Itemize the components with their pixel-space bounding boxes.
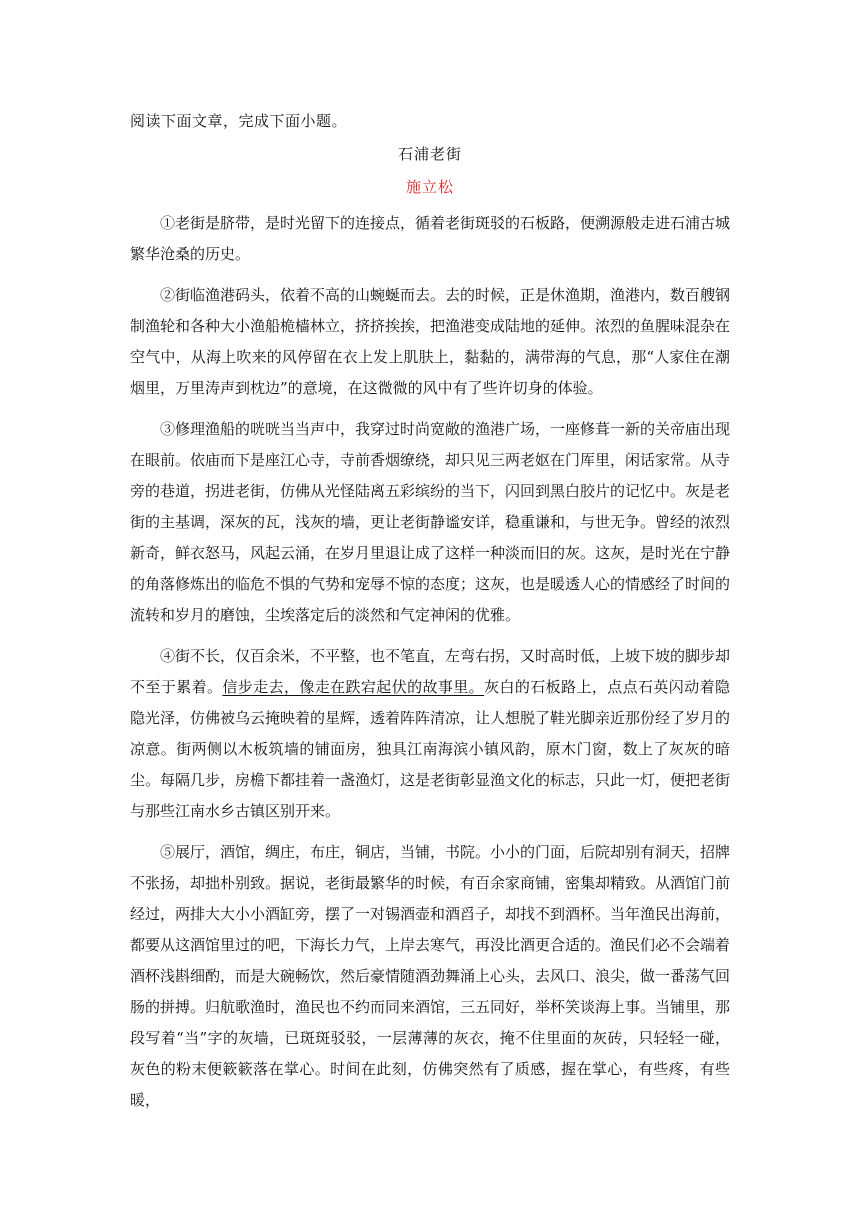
- paragraph-1: ①老街是脐带，是时光留下的连接点，循着老街斑驳的石板路，便溯源般走进石浦古城繁华沧桑的历史。: [130, 214, 731, 263]
- article-author: 施立松: [405, 178, 454, 196]
- paragraph-5: ⑤展厅，酒馆，绸庄，布庄，铜店，当铺，书院。小小的门面，后院却别有洞天，招牌不张扬，却拙朴别致。据说，老街最繁华的时候，有百余家商铺，密集却精致。从酒馆门前经过，两排大大小小酒缸旁，摆了一对锡酒壶和酒舀子，却找不到酒杯。当年渔民出海前，都要从这酒馆里过的吧，下海长力气，上岸去寒气，再没比酒更合适的。渔民们必不会端着酒杯浅斟细酌，而是大碗畅饮，然后豪情随酒劲舞涌上心头，去风口、浪尖，做一番荡气回肠的拼搏。归航歌渔时，渔民也不约而同来酒馆，三五同好，举杯笑谈海上事。当铺里，那段写着“当”字的灰墙，已斑斑驳驳，一层薄薄的灰衣，掩不住里面的灰砖，只轻轻一碰，灰色的粉末便簌簌落在掌心。时间在此刻，仿佛突然有了质感，握在掌心，有些疼，有些暖，: [130, 843, 731, 1109]
- paragraph-4: [130, 641, 730, 827]
- article-title: 石浦老街: [397, 145, 462, 163]
- paragraph-3: ③修理渔船的咣咣当当声中，我穿过时尚宽敞的渔港广场，一座修葺一新的关帝庙出现在眼前。依庙而下是座江心寺，寺前香烟缭绕，却只见三两老妪在门厍里，闲话家常。从寺旁的巷道，拐进老街，仿佛从光怪陆离五彩缤纷的当下，闪回到黑白胶片的记忆中。灰是老街的主基调，深灰的瓦，浅灰的墙，更让老街静谧安详，稳重谦和，与世无争。曾经的浓烈新奇，鲜衣怒马，风起云涌，在岁月里退让成了这样一种淡而旧的灰。这灰，是时光在宁静的角落修炼出的临危不惧的气势和宠辱不惊的态度；这灰，也是暖透人心的情感经了时间的流转和岁月的磨蚀，尘埃落定后的淡然和气定神闲的优雅。: [130, 420, 731, 624]
- paragraph-2: ②街临渔港码头，依着不高的山蜿蜒而去。去的时候，正是休渔期，渔港内，数百艘钢制渔轮和各种大小渔船桅樯林立，挤挤挨挨，把渔港变成陆地的延伸。浓烈的鱼腥味混杂在空气中，从海上吹来的风停留在衣上发上肌肤上，黏黏的，满带海的气息，那“人家住在潮烟里，万里涛声到枕边”的意境，在这微微的风中有了些许切身的体验。: [130, 286, 731, 397]
- underlined-sentence: 信步走去，像走在跌宕起伏的故事里。: [222, 678, 485, 696]
- article-body: [130, 208, 730, 1126]
- paragraph-4-after: 灰白的石板路上，点点石英闪动着隐隐光泽，仿佛被乌云掩映着的星辉，透着阵阵清凉，让人想脱了鞋光脚亲近那份经了岁月的凉意。街两侧以木板筑墙的铺面房，独具江南海滨小镇风韵，原木门窗，数上了灰灰的暗尘。每隔几步，房檐下都挂着一盏渔灯，这是老街彰显渔文化的标志，只此一灯，便把老街与那些江南水乡古镇区别开来。: [130, 678, 731, 820]
- paragraph-4-before: ④街不长，仅百余米，不平整，也不笔直，左弯右拐，又时高时低，上坡下坡的脚步却不至于累着。: [130, 647, 731, 696]
- reading-instruction: 阅读下面文章，完成下面小题。: [130, 112, 348, 130]
